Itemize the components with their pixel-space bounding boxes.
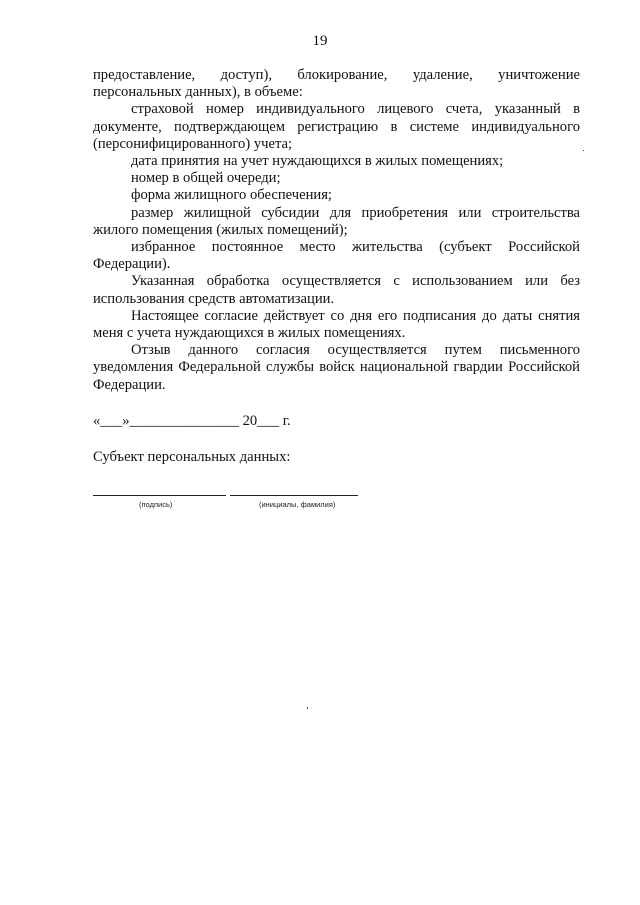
paragraph: номер в общей очереди;: [131, 170, 281, 187]
paragraph: Настоящее согласие действует со дня его подписания до даты снятия меня с учета нуждающихся в жилых помещениях.: [93, 307, 580, 342]
paragraph: Указанная обработка осуществляется с использованием или без использования средств автоматизации.: [93, 273, 580, 307]
initials-line: [230, 495, 358, 496]
paragraph: предоставление, доступ), блокирование, удаление, уничтожение персональных данных), в объеме:: [93, 67, 580, 101]
date-line: «___»_______________ 20___ г.: [93, 413, 291, 429]
signature-caption: (подпись): [139, 500, 173, 509]
document-body: [93, 67, 580, 394]
page-number: 19: [312, 33, 328, 49]
paragraph: избранное постоянное место жительства (субъект Российской Федерации).: [93, 239, 580, 273]
paragraph: страховой номер индивидуального лицевого счета, указанный в документе, подтверждающем регистрацию в системе индивидуального (персонифицированного) учета;: [93, 101, 580, 152]
subject-label: Субъект персональных данных:: [93, 449, 291, 465]
paragraph: дата принятия на учет нуждающихся в жилых помещениях;: [131, 153, 504, 170]
paragraph: размер жилищной субсидии для приобретения или строительства жилого помещения (жилых помещений);: [93, 204, 580, 238]
paragraph: форма жилищного обеспечения;: [131, 187, 332, 204]
signature-line: [93, 495, 226, 496]
scan-speck: [583, 150, 584, 151]
scan-speck: [307, 707, 308, 709]
paragraph: Отзыв данного согласия осуществляется путем письменного уведомления Федеральной службы войск национальной гвардии Российской Федерации.: [93, 342, 580, 393]
initials-caption: (инициалы, фамилия): [259, 500, 336, 509]
